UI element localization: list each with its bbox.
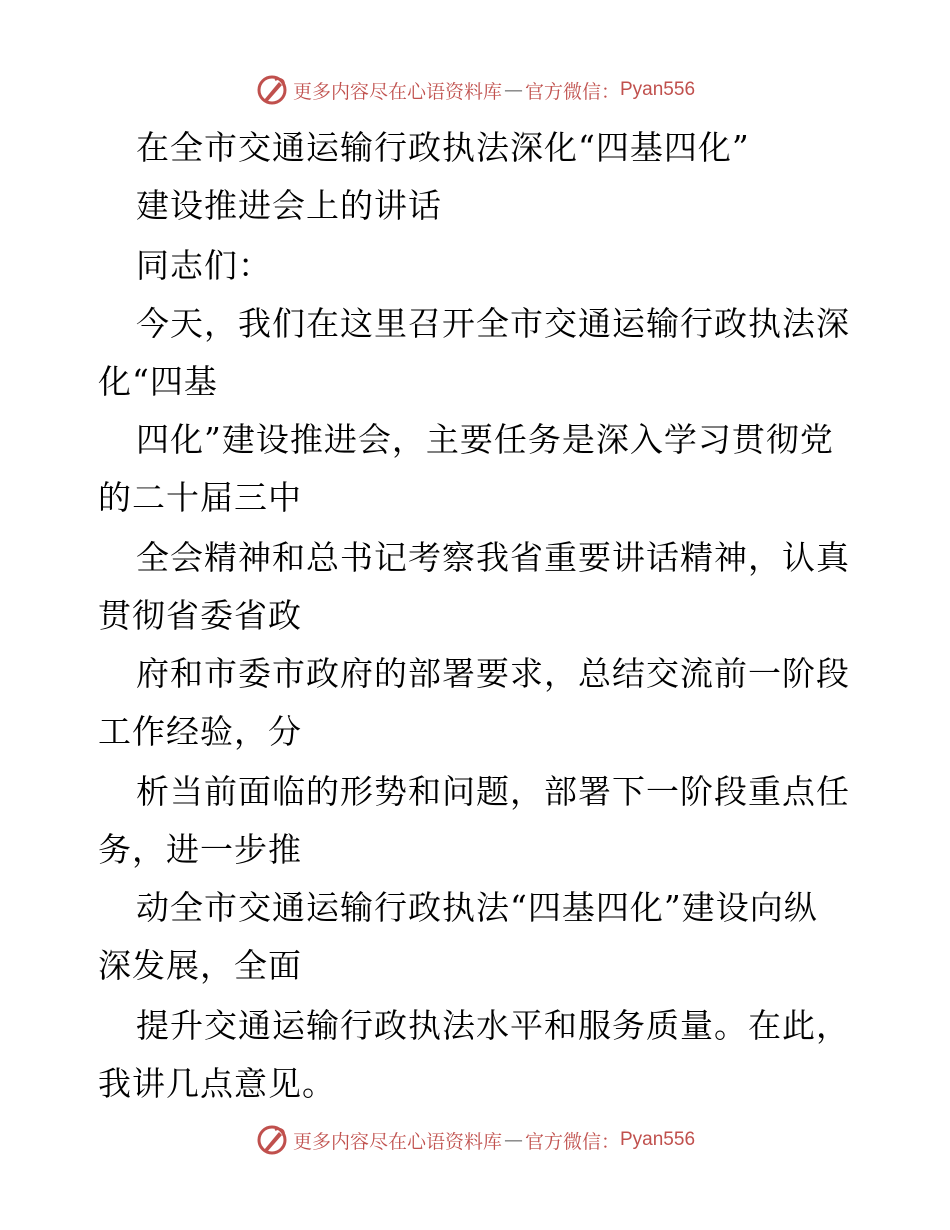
body-line: 深发展，全面 <box>98 946 302 985</box>
body-line: 的二十届三中 <box>98 478 302 517</box>
watermark-official: 官方微信： <box>524 1130 620 1153</box>
body-line: 府和市委市政府的部署要求，总结交流前一阶段 <box>136 654 850 693</box>
body-line: 四化”建设推进会，主要任务是深入学习贯彻党 <box>136 420 834 459</box>
quill-logo-icon <box>255 1123 289 1157</box>
document-title-line-1: 在全市交通运输行政执法深化“四基四化” <box>136 128 750 167</box>
watermark-dash: — <box>503 79 523 101</box>
footer-watermark <box>0 1120 950 1160</box>
header-watermark <box>0 70 950 110</box>
body-line: 化“四基 <box>98 362 218 401</box>
watermark-handle: Pyan556 <box>620 1129 696 1150</box>
watermark-text: 更多内容尽在心语资料库 <box>292 1130 502 1153</box>
document-title-line-2: 建设推进会上的讲话 <box>136 186 442 225</box>
body-line: 工作经验，分 <box>98 712 302 751</box>
body-line: 动全市交通运输行政执法“四基四化”建设向纵 <box>136 888 818 927</box>
salutation: 同志们： <box>136 246 272 285</box>
body-line: 我讲几点意见。 <box>98 1064 336 1103</box>
body-line: 务，进一步推 <box>98 830 302 869</box>
body-line: 今天，我们在这里召开全市交通运输行政执法深 <box>136 304 850 343</box>
watermark-text: 更多内容尽在心语资料库 <box>292 80 502 103</box>
watermark-handle: Pyan556 <box>620 79 696 100</box>
quill-logo-icon <box>255 73 289 107</box>
body-line: 提升交通运输行政执法水平和服务质量。在此， <box>136 1006 850 1045</box>
watermark-dash: — <box>503 1129 523 1151</box>
body-line: 全会精神和总书记考察我省重要讲话精神，认真 <box>136 538 850 577</box>
body-line: 析当前面临的形势和问题，部署下一阶段重点任 <box>136 772 850 811</box>
watermark-official: 官方微信： <box>524 80 620 103</box>
body-line: 贯彻省委省政 <box>98 596 302 635</box>
